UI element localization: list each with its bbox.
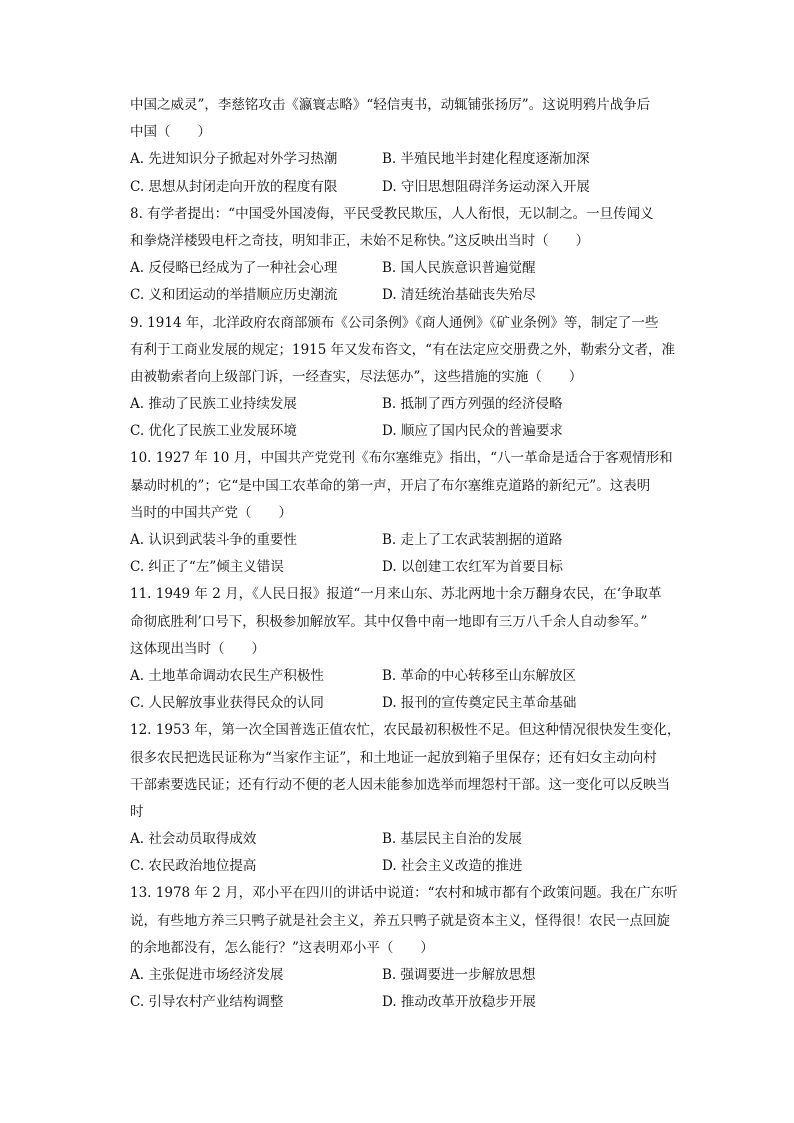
option-d[interactable]: D. 清廷统治基础丧失殆尽: [382, 287, 536, 304]
question-13: [130, 880, 698, 1016]
option-c[interactable]: C. 纠正了“左”倾主义错误: [130, 559, 284, 576]
option-c[interactable]: C. 优化了民族工业发展环境: [130, 423, 297, 440]
question-stem-line: 很多农民把选民证称为“当家作主证”，和土地证一起放到箱子里保存；还有妇女主动向村: [130, 749, 657, 766]
question-stem-line: 这体现出当时（ ）: [130, 640, 265, 657]
option-c[interactable]: C. 农民政治地位提高: [130, 858, 257, 875]
option-d[interactable]: D. 以创建工农红军为首要目标: [382, 559, 563, 576]
question-stem-line: 时: [130, 803, 144, 820]
question-stem-line: 13. 1978 年 2 月，邓小平在四川的讲话中说道：“农村和城市都有个政策问题。我在广东听: [130, 885, 678, 902]
option-b[interactable]: B. 革命的中心转移至山东解放区: [382, 667, 577, 684]
question-stem-line: 当时的中国共产党（ ）: [130, 504, 292, 521]
question-stem-line: 10. 1927 年 10 月，中国共产党党刊《布尔塞维克》指出，“八一革命是适合于客观情形和: [130, 450, 673, 467]
options-row: [130, 255, 698, 282]
question-10: [130, 445, 698, 581]
option-a[interactable]: A. 先进知识分子掀起对外学习热潮: [130, 151, 338, 168]
option-c[interactable]: C. 义和团运动的举措顺应历史潮流: [130, 287, 338, 304]
option-c[interactable]: C. 引导农村产业结构调整: [130, 994, 284, 1011]
question-stem-line: 中国之威灵”，李慈铭攻击《瀛寰志略》“轻信夷书，动辄铺张扬厉”。这说明鸦片战争后: [130, 97, 651, 113]
options-row: [130, 826, 698, 853]
question-7: [130, 92, 698, 201]
options-row: [130, 853, 698, 880]
option-b[interactable]: B. 国人民族意识普遍觉醒: [382, 260, 536, 277]
question-12: [130, 717, 698, 880]
options-row: [130, 989, 698, 1016]
option-d[interactable]: D. 顺应了国内民众的普遍要求: [382, 423, 563, 440]
options-row: [130, 174, 698, 201]
option-d[interactable]: D. 社会主义改造的推进: [382, 858, 523, 875]
question-stem-line: 命彻底胜利’口号下，积极参加解放军。其中仅鲁中南一地即有三万八千余人自动参军。”: [130, 613, 648, 630]
question-stem-line: 说，有些地方养三只鸭子就是社会主义，养五只鸭子就是资本主义，怪得很！农民一点回旋: [130, 912, 670, 929]
option-d[interactable]: D. 报刊的宣传奠定民主革命基础: [382, 695, 577, 712]
question-stem-line: 和拳烧洋楼毁电杆之奇技，明知非正，未始不足称快。”这反映出当时（ ）: [130, 232, 590, 249]
option-b[interactable]: B. 抵制了西方列强的经济侵略: [382, 396, 563, 413]
question-stem-line: 暴动时机的”；它“是中国工农革命的第一声，开启了布尔塞维克道路的新纪元”。这表明: [130, 477, 651, 494]
question-9: [130, 310, 698, 446]
question-stem-line: 中国（ ）: [130, 124, 211, 141]
question-stem-line: 由被勒索者向上级部门诉，一经查实，尽法惩办”，这些措施的实施（ ）: [130, 368, 583, 385]
question-stem-line: 有利于工商业发展的规定；1915 年又发布咨文，“有在法定应交册费之外，勒索分文者，准: [130, 341, 676, 358]
option-b[interactable]: B. 走上了工农武装割据的道路: [382, 532, 563, 548]
option-b[interactable]: B. 半殖民地半封建化程度逐渐加深: [382, 151, 590, 168]
options-row: [130, 146, 698, 173]
options-row: [130, 391, 698, 418]
question-8: [130, 201, 698, 310]
option-a[interactable]: A. 认识到武装斗争的重要性: [130, 532, 297, 548]
option-c[interactable]: C. 思想从封闭走向开放的程度有限: [130, 178, 338, 195]
options-row: [130, 527, 698, 554]
options-row: [130, 962, 698, 989]
option-a[interactable]: A. 土地革命调动农民生产积极性: [130, 667, 324, 684]
options-row: [130, 418, 698, 445]
option-d[interactable]: D. 守旧思想阻碍洋务运动深入开展: [382, 178, 590, 195]
question-stem-line: 干部索要选民证；还有行动不便的老人因未能参加选举而埋怨村干部。这一变化可以反映当: [130, 776, 670, 793]
exam-page: [130, 92, 698, 1016]
question-stem-line: 的余地都没有，怎么能行？”这表明邓小平（ ）: [130, 939, 434, 956]
option-b[interactable]: B. 强调要进一步解放思想: [382, 967, 536, 983]
option-a[interactable]: A. 主张促进市场经济发展: [130, 967, 284, 983]
question-stem-line: 12. 1953 年，第一次全国普选正值农忙，农民最初积极性不足。但这种情况很快发生变化，: [130, 722, 681, 739]
options-row: [130, 663, 698, 690]
option-a[interactable]: A. 推动了民族工业持续发展: [130, 396, 297, 413]
options-row: [130, 282, 698, 309]
option-a[interactable]: A. 社会动员取得成效: [130, 831, 257, 848]
question-stem-line: 11. 1949 年 2 月，《人民日报》报道“一月来山东、苏北两地十余万翻身农民，在‘争取革: [130, 586, 662, 603]
option-d[interactable]: D. 推动改革开放稳步开展: [382, 994, 536, 1011]
question-stem-line: 9. 1914 年，北洋政府农商部颁布《公司条例》《商人通例》《矿业条例》等，制定了一些: [130, 314, 659, 331]
option-a[interactable]: A. 反侵略已经成为了一种社会心理: [130, 260, 338, 277]
question-11: [130, 581, 698, 717]
options-row: [130, 690, 698, 717]
option-c[interactable]: C. 人民解放事业获得民众的认同: [130, 695, 324, 712]
question-stem-line: 8. 有学者提出：“中国受外国凌侮，平民受教民欺压，人人衔恨，无以制之。一旦传闻义: [130, 205, 654, 222]
option-b[interactable]: B. 基层民主自治的发展: [382, 831, 523, 848]
options-row: [130, 554, 698, 581]
